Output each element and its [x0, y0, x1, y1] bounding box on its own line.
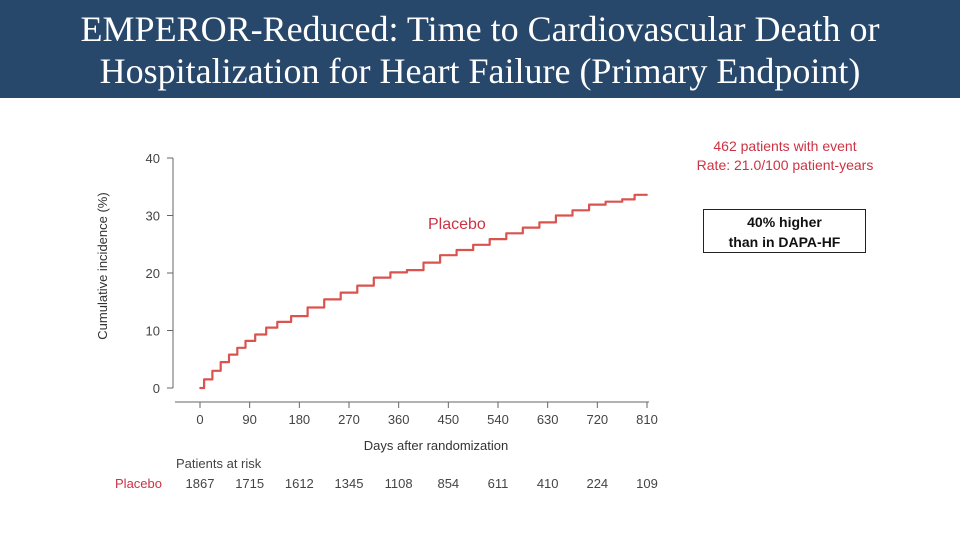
- comparison-callout: [703, 209, 866, 253]
- slide-title-line2: Hospitalization for Heart Failure (Primary Endpoint): [99, 51, 861, 91]
- placebo-series-label: Placebo: [428, 216, 486, 233]
- placebo-data-point: [481, 244, 483, 246]
- placebo-data-point: [398, 272, 400, 274]
- risk-row-label-placebo: Placebo: [115, 476, 162, 491]
- risk-table-value: 224: [586, 476, 609, 491]
- risk-table-value: 1345: [334, 476, 364, 491]
- placebo-data-point: [563, 215, 565, 217]
- placebo-data-point: [381, 277, 383, 279]
- risk-table-value: 1715: [235, 476, 265, 491]
- risk-table-values: [186, 476, 658, 491]
- risk-table-value: 854: [437, 476, 460, 491]
- risk-table-value: 410: [536, 476, 559, 491]
- risk-table-value: 1108: [384, 476, 413, 491]
- placebo-data-point: [271, 327, 273, 329]
- placebo-data-point: [596, 204, 598, 206]
- placebo-data-point: [646, 194, 648, 196]
- risk-table-value: 611: [487, 476, 509, 491]
- risk-table-value: 109: [636, 476, 658, 491]
- x-tick-label: 90: [242, 412, 257, 427]
- x-tick-label: 270: [338, 412, 360, 427]
- placebo-data-point: [365, 285, 367, 287]
- placebo-data-point: [530, 227, 532, 229]
- placebo-data-point: [514, 232, 516, 234]
- event-rate-text: Rate: 21.0/100 patient-years: [696, 157, 874, 173]
- placebo-data-point: [431, 262, 433, 264]
- x-axis: [175, 402, 658, 427]
- placebo-data-point: [332, 299, 334, 301]
- x-axis-label: Days after randomization: [363, 438, 509, 453]
- placebo-data-point: [315, 307, 317, 309]
- risk-table-value: 1612: [284, 476, 314, 491]
- callout-line2: than in DAPA-HF: [728, 234, 841, 250]
- series-layer: [199, 194, 648, 389]
- y-tick-label: 40: [145, 151, 160, 166]
- x-tick-label: 180: [288, 412, 311, 427]
- slide-title-line1: EMPEROR-Reduced: Time to Cardiovascular Death or: [80, 9, 880, 49]
- placebo-data-point: [207, 378, 209, 380]
- x-tick-label: 810: [636, 412, 658, 427]
- placebo-data-point: [630, 199, 632, 201]
- callout-line1: 40% higher: [747, 214, 822, 230]
- y-tick-label: 30: [145, 208, 160, 224]
- placebo-data-point: [260, 334, 262, 336]
- event-annotation: [660, 137, 910, 175]
- placebo-data-point: [638, 194, 640, 196]
- x-tick-label: 450: [437, 412, 460, 427]
- placebo-data-point: [298, 315, 300, 317]
- risk-table-title: Patients at risk: [176, 456, 262, 471]
- y-tick-label: 20: [145, 266, 160, 281]
- x-tick-label: 720: [586, 412, 609, 427]
- x-tick-label: 630: [536, 412, 559, 427]
- placebo-data-point: [216, 370, 218, 372]
- x-tick-label: 0: [196, 412, 204, 427]
- risk-table-value: 1867: [185, 476, 215, 491]
- y-axis-label: Cumulative incidence (%): [95, 192, 110, 340]
- y-axis: [146, 151, 173, 396]
- event-count-text: 462 patients with event: [713, 138, 857, 154]
- placebo-data-point: [249, 340, 251, 342]
- placebo-data-point: [282, 321, 284, 323]
- x-tick-label: 540: [487, 412, 509, 427]
- y-tick-label: 10: [145, 323, 160, 339]
- placebo-series-line: [200, 195, 647, 388]
- placebo-data-point: [232, 354, 234, 356]
- placebo-data-point: [580, 209, 582, 211]
- placebo-data-point: [464, 249, 466, 251]
- placebo-data-point: [199, 387, 201, 389]
- placebo-data-point: [240, 347, 242, 349]
- placebo-data-point: [414, 269, 416, 271]
- placebo-data-point: [447, 254, 449, 256]
- placebo-data-point: [613, 201, 615, 203]
- placebo-data-point: [224, 361, 226, 363]
- y-tick-label: 0: [152, 381, 160, 396]
- placebo-data-point: [547, 222, 549, 224]
- x-tick-label: 360: [387, 412, 410, 427]
- placebo-data-point: [497, 238, 499, 240]
- placebo-data-point: [348, 292, 350, 294]
